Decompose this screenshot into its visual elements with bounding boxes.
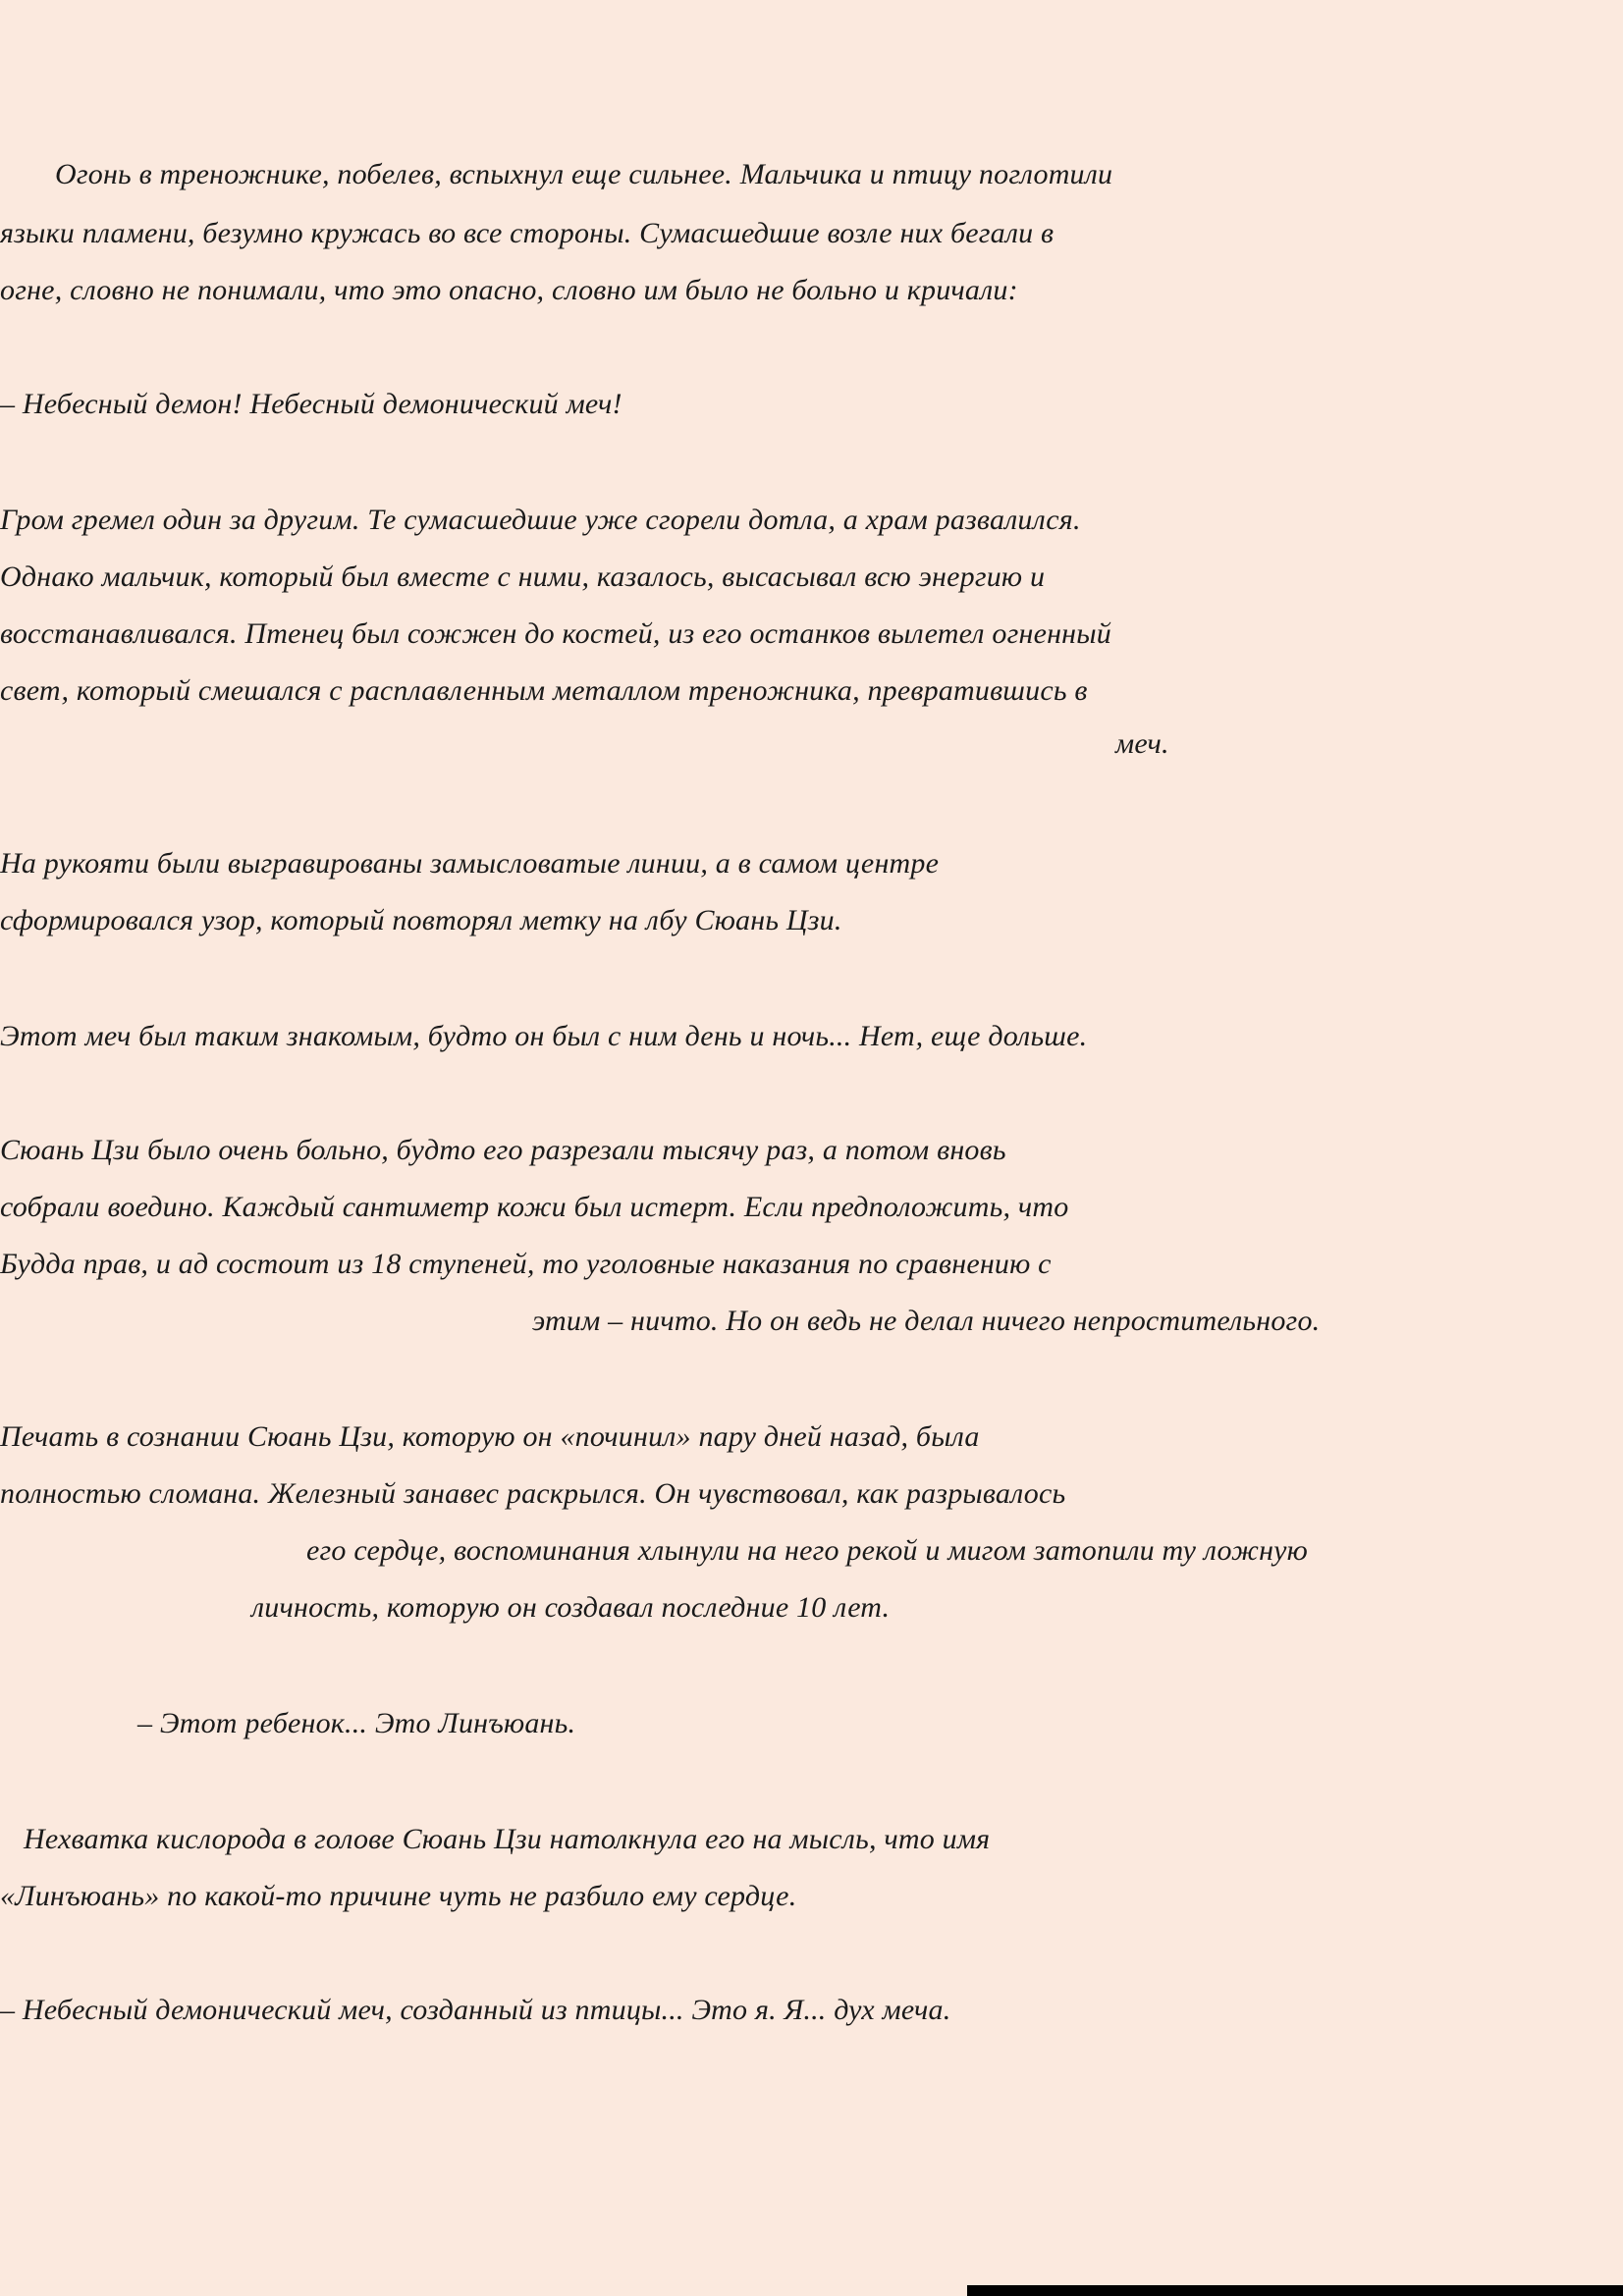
text-line: «Линъюань» по какой-то причине чуть не разбило ему сердце. [0,1880,797,1912]
text-line: На рукояти были выгравированы замысловатые линии, а в самом центре [0,847,940,880]
text-line: этим – ничто. Но он ведь не делал ничего непростительного. [532,1305,1321,1337]
text-line: полностью сломана. Железный занавес раскрылся. Он чувствовал, как разрывалось [0,1477,1066,1510]
text-line: его сердце, воспоминания хлынули на него рекой и мигом затопили ту ложную [306,1534,1309,1567]
text-line: огне, словно не понимали, что это опасно, словно им было не больно и кричали: [0,274,1018,306]
text-line: Нехватка кислорода в голове Сюань Цзи натолкнула его на мысль, что имя [24,1823,991,1855]
text-line: языки пламени, безумно кружась во все стороны. Сумасшедшие возле них бегали в [0,217,1055,249]
text-line: собрали воедино. Каждый сантиметр кожи был истерт. Если предположить, что [0,1191,1069,1223]
text-line: Этот меч был таким знакомым, будто он был с ним день и ночь... Нет, еще дольше. [0,1020,1088,1052]
text-line: – Небесный демонический меч, созданный из птицы... Это я. Я... дух меча. [0,1994,951,2026]
text-line: – Небесный демон! Небесный демонический меч! [0,388,622,420]
text-line: Будда прав, и ад состоит из 18 ступеней, то уголовные наказания по сравнению с [0,1248,1052,1280]
text-line: Печать в сознании Сюань Цзи, которую он «починил» пару дней назад, была [0,1420,980,1453]
text-line: Гром гремел один за другим. Те сумасшедшие уже сгорели дотла, а храм развалился. [0,504,1081,536]
text-line: сформировался узор, который повторял метку на лбу Сюань Цзи. [0,904,842,936]
text-line: Огонь в треножнике, побелев, вспыхнул еще сильнее. Мальчика и птицу поглотили [55,158,1113,190]
text-line: Сюань Цзи было очень больно, будто его разрезали тысячу раз, а потом вновь [0,1134,1006,1166]
text-line: – Этот ребенок... Это Линъюань. [137,1707,576,1739]
bottom-bar [967,2285,1623,2296]
text-line: свет, который смешался с расплавленным металлом треножника, превратившись в [0,674,1088,707]
text-line: восстанавливался. Птенец был сожжен до костей, из его останков вылетел огненный [0,617,1111,650]
text-line: Однако мальчик, который был вместе с ними, казалось, высасывал всю энергию и [0,561,1046,593]
text-line: меч. [1115,727,1169,760]
text-line: личность, которую он создавал последние 10 лет. [251,1591,891,1624]
